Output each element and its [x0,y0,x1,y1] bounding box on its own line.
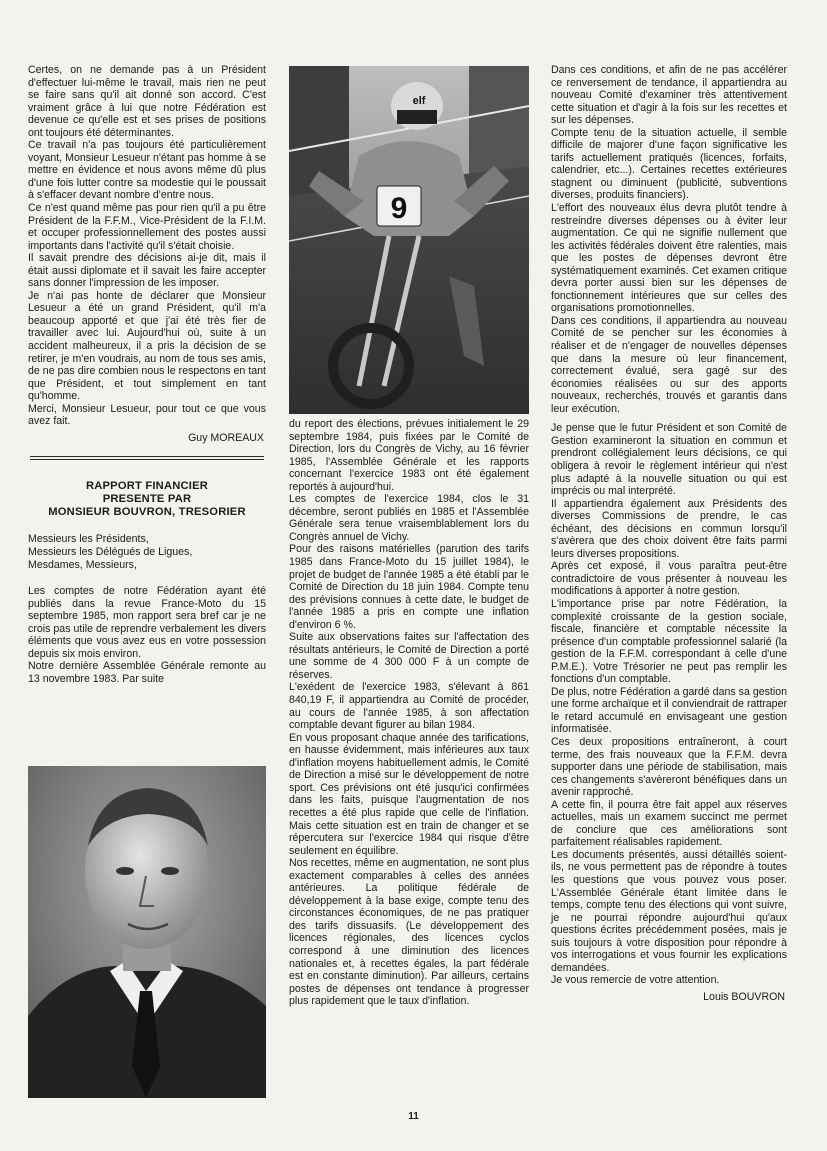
paragraph: du report des élections, prévues initialement le 29 septembre 1984, puis fixées par le Comité de Direction, lors du Congrès de Vichy, au 16 février 1985, l'Assemblée Générale et les rapports concernant l'exercice 1983 ont été également reportés à aujourd'hui. [289,418,529,493]
paragraph: Les documents présentés, aussi détaillés soient-ils, ne vous permettent pas de répondre à toutes les questions que vous pouvez vous poser. L'Assemblée Générale étant limitée dans le temps, compte tenu des élections qui vont suivre, je ne pourrai répondre aujourd'hui qu'aux questions écrites précédemment posées, mais je suis toujours à votre disposition pour répondre à vos interrogations et vous fournir les explications demandées. [551,848,787,974]
paragraph: Il appartiendra également aux Présidents des diverses Commissions de prendre, le cas échéant, des décisions en commun lorsqu'il s'avèrera que des choix doivent être faits parmi leurs diverses propositions. [551,497,787,560]
paragraph: Les comptes de l'exercice 1984, clos le 31 décembre, seront publiés en 1985 et l'Assemblée Générale sera tenue vraisemblablement lors du Congrès annuel de Vichy. [289,493,529,543]
portrait-photo [28,766,266,1098]
column-middle [289,418,529,1008]
paragraph: Il savait prendre des décisions ai-je dit, mais il était aussi diplomate et il savait les faire accepter sans donner l'impression de les imposer. [28,252,266,290]
paragraph: Ce travail n'a pas toujours été particulièrement voyant, Monsieur Lesueur n'étant pas homme à se mettre en évidence et nous avons même dû plus d'une fois lutter contre sa modestie qui le poussait à s'effacer devant nombre d'entre nous. [28,139,266,202]
paragraph: Ce n'est quand même pas pour rien qu'il a pu être Président de la F.F.M., Vice-Président de la F.I.M. et occuper professionnellement des postes aussi importants dans l'activité qu'il s'était choisie. [28,202,266,252]
paragraph: Je vous remercie de votre attention. [551,974,720,987]
salutation-line: Messieurs les Présidents, [28,533,149,546]
paragraph: Suite aux observations faites sur l'affectation des résultats antérieurs, le Comité de Direction a porté une somme de 4 300 000 F à un compte de réserves. [289,631,529,681]
paragraph: Notre dernière Assemblée Générale remonte au 13 novembre 1983. Par suite [28,660,266,685]
paragraph: Je n'ai pas honte de déclarer que Monsieur Lesueur a été un grand Président, qu'il m'a beaucoup apporté et que j'ai été très fier de travailler avec lui. Aujourd'hui où, suite à un accident malheureux, il a pris la décision de se retirer, je m'en voudrais, au nom de tous ses amis, de ne pas dire combien nous le respectons en tant que Président, et tout simplement en tant qu'homme. [28,289,266,403]
paragraph: En vous proposant chaque année des tarifications, en hausse évidemment, mais inférieures aux taux d'inflation moyens habituellement admis, le Comité de Direction a misé sur le développement de notre sport. Ces prévisions ont été jusqu'ici confirmées dans les faits, puisque l'augmentation de nos recettes a été plus rapide que celle de l'inflation. Mais cette situation est en train de changer et se répercutera sur l'exercice 1984 qui risque d'être seulement en équilibre. [289,731,529,857]
paragraph: Les comptes de notre Fédération ayant été publiés dans la revue France-Moto du 15 septembre 1985, mon rapport sera bref car je ne crois pas utile de reprendre verbalement les divers éléments que vous avez eus en votre possession depuis six mois environ. [28,585,266,660]
paragraph: De plus, notre Fédération a gardé dans sa gestion une forme archaïque et il conviendrait de rattraper le retard accumulé en envisageant une gestion informatisée. [551,685,787,736]
paragraph: Je pense que le futur Président et son Comité de Gestion examineront la situation en commun et prendront collégialement leurs décisions, ce qui obligera à revoir le règlement intérieur qui n'est plus adapté à la nouvelle situation ou qui est imprécis ou mal interprété. [551,422,787,498]
salutation-line: Mesdames, Messieurs, [28,558,137,571]
salutation [28,533,266,571]
paragraph: Compte tenu de la situation actuelle, il semble difficile de majorer d'une façon significative les tarifs actuellement pratiqués (licences, forfaits, calendrier, etc...). Certaines recettes extérieures stagnent ou diminuent (publicité, subventions diverses, produits financiers). [551,126,787,202]
paragraph: Merci, Monsieur Lesueur, pour tout ce que vous avez fait. [28,402,266,428]
paragraph: Ces deux propositions entraîneront, à court terme, des frais nouveaux que la F.F.M. devra supporter dans une période de stabilisation, mais ces changements s'avèreront bénéfiques dans un avenir rapproché. [551,735,787,799]
heading-line: MONSIEUR BOUVRON, TRESORIER [48,506,246,519]
portrait-illustration [28,766,266,1098]
section-heading [28,480,266,519]
motocross-photo [289,66,529,414]
paragraph: Dans ces conditions, il appartiendra au nouveau Comité de se pencher sur les économies à réaliser et de n'engager de nouvelles dépenses que dans la mesure où leur financement, correctement évalué, sera gagé sur des économies réalisées ou sur des apports nouveaux, recherchés, trouvés et garantis dans leur exécution. [551,314,787,415]
paragraph: L'effort des nouveaux élus devra plutôt tendre à restreindre diverses dépenses ou à éviter leur augmentation. Ce qui ne signifie nullement que les activités fédérales doivent être ralenties, mais que les postes de dépenses devront être systématiquement examinés. Cet examen critique devra porter aussi bien sur les dépenses de fonctionnement intérieures que sur celles des organisations promotionnelles. [551,202,787,315]
helmet-text: elf [412,95,426,107]
paragraph: A cette fin, il pourra être fait appel aux réserves actuelles, mais un examem succinct me permet de conclure que ces améliorations sont parfaitement réalisables rapidement. [551,798,787,849]
motocross-illustration [289,66,529,414]
column-right [551,64,787,1003]
column-left [28,64,266,685]
page-number: 11 [408,1111,419,1122]
paragraph: Certes, on ne demande pas à un Président d'effectuer lui-même le travail, mais rien ne peut se faire sans qu'il ait donné son accord. C'est vraiment grâce à lui que notre Fédération est devenue ce qu'elle est et ses prises de positions ont toujours été déterminantes. [28,64,266,139]
paragraph: Pour des raisons matérielles (parution des tarifs 1985 dans France-Moto du 15 juillet 1984), le projet de budget de l'année 1985 a été établi par le Comité de Direction du 18 juin 1984. Compte tenu des prévisions connues à cette date, le budget de l'année 1985 a pris en compte une inflation d'environ 6 %. [289,543,529,631]
paragraph: L'exédent de l'exercice 1983, s'élevant à 861 840,19 F, il appartiendra au Comité de procéder, au cours de l'année 1985, à son affectation comptable devant figurer au bilan 1984. [289,681,529,732]
salutation-line: Messieurs les Délégués de Ligues, [28,545,193,558]
section-divider [30,456,264,460]
paragraph: L'importance prise par notre Fédération, la complexité croissante de la gestion sociale, fiscale, financière et comptable nécessite la présence d'un comptable professionnel salarié (la gestion de la F.F.M. correspondant à celle d'une P.M.E.). Votre Trésorier ne peut pas remplir les fonctions d'un comptable. [551,597,787,686]
number-plate-text: 9 [390,192,408,225]
paragraph: Dans ces conditions, et afin de ne pas accélérer ce renversement de tendance, il appartiendra au nouveau Comité d'examiner très attentivement cette situation et d'agir à la fois sur les recettes et sur les dépenses. [551,64,787,127]
heading-line: PRESENTE PAR [102,493,192,506]
heading-line: RAPPORT FINANCIER [85,480,209,493]
paragraph: Après cet exposé, il vous paraîtra peut-être contradictoire de vous présenter à nouveau les modifications à apporter à notre gestion. [551,560,787,598]
paragraph: Nos recettes, même en augmentation, ne sont plus exactement comparables à celles des années antérieures. La politique fédérale de développement à la base exige, compte tenu des circonstances économiques, de ne pas pratiquer des tarifs dissuasifs. (Le développement des licences régionales, des licences cyclos correspond à une diminution des licences nationales et, à recettes égales, la part fédérale est en constante diminution). Par ailleurs, certains postes de dépenses ont tendance à progresser plus rapidement que le taux d'inflation. [289,857,529,1008]
signature-bouvron: Louis BOUVRON [703,990,785,1003]
signature-moreaux: Guy MOREAUX [188,431,264,444]
